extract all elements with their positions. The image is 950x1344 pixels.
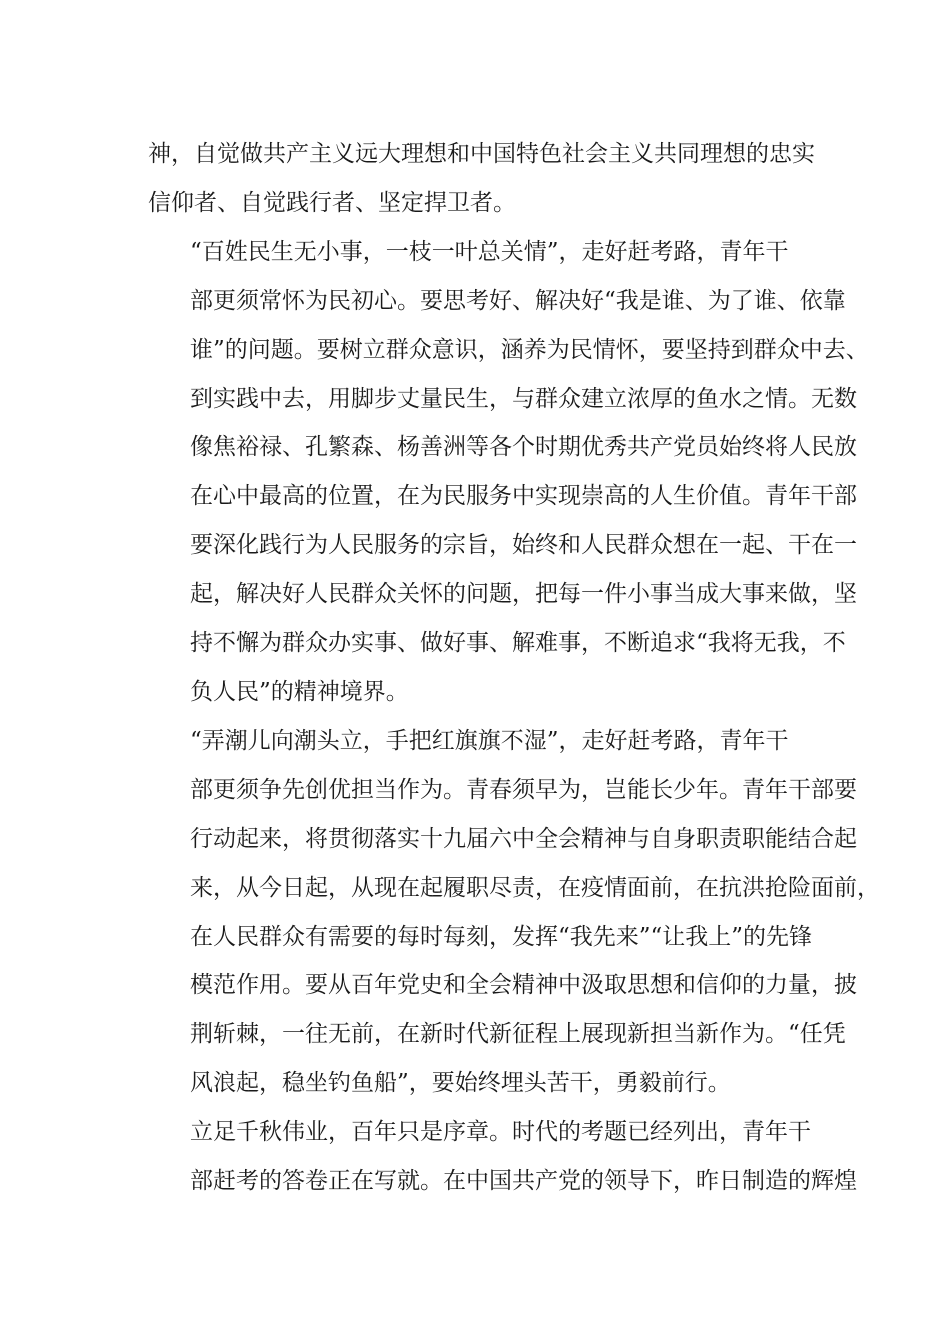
text-line: 谁”的问题。要树立群众意识，涵养为民情怀，要坚持到群众中去、 bbox=[190, 336, 869, 363]
paragraph-1 bbox=[148, 130, 815, 228]
text-line: 部更须常怀为民初心。要思考好、解决好“我是谁、为了谁、依靠 bbox=[190, 287, 846, 314]
text-line: “百姓民生无小事，一枝一叶总关情”，走好赶考路，青年干 bbox=[190, 238, 789, 265]
text-line: 到实践中去，用脚步丈量民生，与群众建立浓厚的鱼水之情。无数 bbox=[190, 385, 857, 412]
text-line: 像焦裕禄、孔繁森、杨善洲等各个时期优秀共产党员始终将人民放 bbox=[190, 434, 857, 461]
text-line: 部赶考的答卷正在写就。在中国共产党的领导下，昨日制造的辉煌 bbox=[190, 1168, 857, 1195]
text-line: 要深化践行为人民服务的宗旨，始终和人民群众想在一起、干在一 bbox=[190, 532, 857, 559]
text-line: 来，从今日起，从现在起履职尽责，在疫情面前，在抗洪抢险面前， bbox=[190, 874, 880, 901]
text-line: 立足千秋伟业，百年只是序章。时代的考题已经列出，青年干 bbox=[190, 1119, 811, 1146]
text-line: 荆斩棘，一往无前，在新时代新征程上展现新担当新作为。“任凭 bbox=[190, 1021, 846, 1048]
text-line: 风浪起，稳坐钓鱼船”，要始终埋头苦干，勇毅前行。 bbox=[190, 1070, 731, 1097]
paragraph-2 bbox=[148, 228, 869, 717]
text-line: “弄潮儿向潮头立，手把红旗旗不湿”，走好赶考路，青年干 bbox=[190, 727, 789, 754]
paragraph-3 bbox=[148, 717, 880, 1108]
text-line: 在心中最高的位置，在为民服务中实现崇高的人生价值。青年干部 bbox=[190, 483, 857, 510]
body-text bbox=[148, 130, 880, 1206]
text-line: 持不懈为群众办实事、做好事、解难事，不断追求“我将无我，不 bbox=[190, 630, 846, 657]
text-line: 信仰者、自觉践行者、坚定捍卫者。 bbox=[148, 189, 516, 216]
text-line: 模范作用。要从百年党史和全会精神中汲取思想和信仰的力量，披 bbox=[190, 972, 857, 999]
text-line: 起，解决好人民群众关怀的问题，把每一件小事当成大事来做，坚 bbox=[190, 581, 857, 608]
text-line: 负人民”的精神境界。 bbox=[190, 678, 409, 705]
text-line: 在人民群众有需要的每时每刻，发挥“我先来”“让我上”的先锋 bbox=[190, 923, 813, 950]
text-line: 部更须争先创优担当作为。青春须早为，岂能长少年。青年干部要 bbox=[190, 776, 857, 803]
text-line: 神，自觉做共产主义远大理想和中国特色社会主义共同理想的忠实 bbox=[148, 141, 815, 167]
text-line: 行动起来，将贯彻落实十九届六中全会精神与自身职责职能结合起 bbox=[190, 825, 857, 852]
paragraph-4 bbox=[148, 1108, 857, 1206]
